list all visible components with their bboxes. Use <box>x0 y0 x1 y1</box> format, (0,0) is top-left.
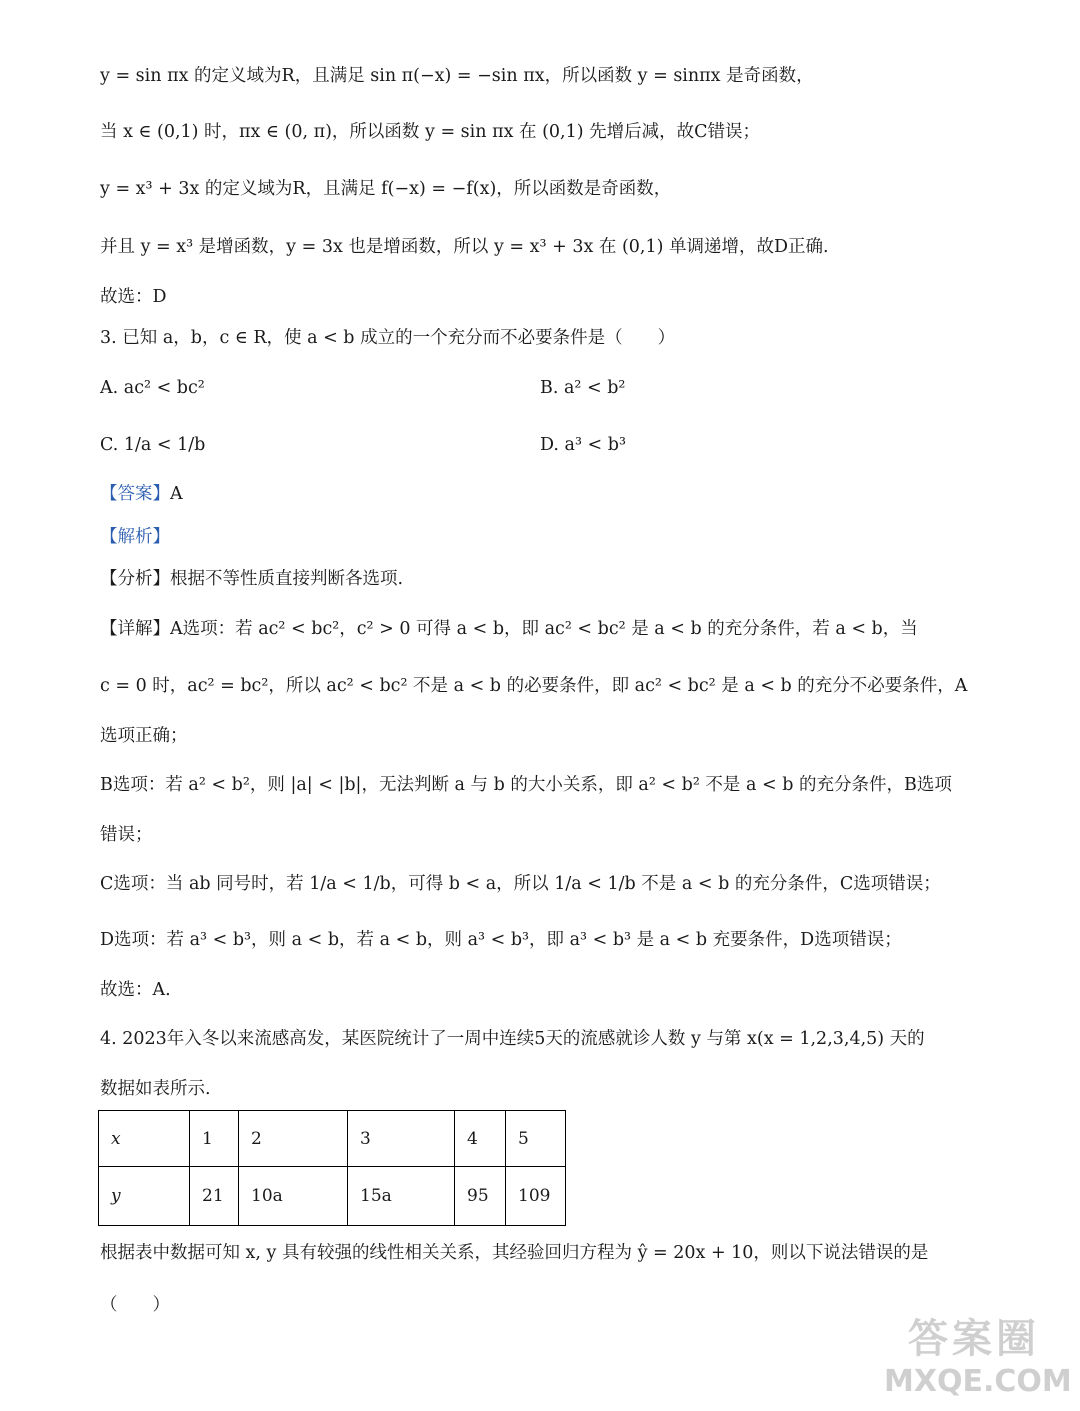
answer-value: A <box>170 484 183 504</box>
text-line-4: 并且 y = x³ 是增函数，y = 3x 也是增函数，所以 y = x³ + 3x 在 (0,1) 单调递增，故D正确. <box>100 237 829 257</box>
analysis-summary: 【分析】根据不等性质直接判断各选项. <box>100 569 404 589</box>
watermark-logo <box>884 1299 1072 1409</box>
watermark-text-bottom: MXQE.COM <box>884 1364 1072 1399</box>
table-cell: 5 <box>506 1111 566 1167</box>
text-line-2: 当 x ∈ (0,1) 时，πx ∈ (0, π)，所以函数 y = sin πx 在 (0,1) 先增后减，故C错误； <box>100 122 761 142</box>
question-4-statement: 根据表中数据可知 x, y 具有较强的线性相关关系，其经验回归方程为 ŷ = 20x + 10，则以下说法错误的是 <box>100 1243 929 1263</box>
table-cell: 109 <box>506 1167 566 1226</box>
table-cell: 21 <box>190 1167 239 1226</box>
detail-line-3: 选项正确； <box>100 726 188 746</box>
table-row <box>99 1111 566 1167</box>
option-b: B. a² < b² <box>540 378 626 398</box>
answer-line <box>100 482 183 506</box>
answer-choice-line: 故选：D <box>100 287 167 307</box>
option-d-analysis: D选项：若 a³ < b³，则 a < b，若 a < b，则 a³ < b³，即 a³ < b³ 是 a < b 充要条件，D选项错误； <box>100 930 902 950</box>
option-b-analysis: B选项：若 a² < b²，则 |a| < |b|，无法判断 a 与 b 的大小关系，即 a² < b² 不是 a < b 的充分条件，B选项 <box>100 775 952 795</box>
analysis-tag: 【解析】 <box>100 527 170 547</box>
option-c-analysis: C选项：当 ab 同号时，若 1/a < 1/b，可得 b < a，所以 1/a < 1/b 不是 a < b 的充分条件，C选项错误； <box>100 874 941 894</box>
question-4-cont: 数据如表所示. <box>100 1079 211 1099</box>
table-cell: x <box>99 1111 190 1167</box>
detail-line-2: c = 0 时，ac² = bc²，所以 ac² < bc² 不是 a < b 的必要条件，即 ac² < bc² 是 a < b 的充分不必要条件，A <box>100 676 968 696</box>
text-line-3: y = x³ + 3x 的定义域为R，且满足 f(−x) = −f(x)，所以函数是奇函数， <box>100 179 672 199</box>
table-cell: 10a <box>239 1167 348 1226</box>
option-a: A. ac² < bc² <box>100 378 205 398</box>
table-cell: y <box>99 1167 190 1226</box>
option-d: D. a³ < b³ <box>540 435 626 455</box>
table-cell: 15a <box>348 1167 455 1226</box>
table-cell: 4 <box>455 1111 506 1167</box>
watermark-text-top: 答案圈 <box>908 1316 1040 1362</box>
table-cell: 3 <box>348 1111 455 1167</box>
question-4-blank: （ ） <box>100 1295 170 1315</box>
text-line-1: y = sin πx 的定义域为R，且满足 sin π(−x) = −sin πx，所以函数 y = sinπx 是奇函数， <box>100 66 814 86</box>
table-cell: 95 <box>455 1167 506 1226</box>
question-3: 3. 已知 a，b，c ∈ R，使 a < b 成立的一个充分而不必要条件是（ ） <box>100 328 676 348</box>
answer-tag: 【答案】 <box>100 484 170 504</box>
final-answer: 故选：A. <box>100 980 171 1000</box>
table-row <box>99 1167 566 1226</box>
data-table <box>98 1110 566 1226</box>
option-c: C. 1/a < 1/b <box>100 435 206 455</box>
table-cell: 1 <box>190 1111 239 1167</box>
question-4: 4. 2023年入冬以来流感高发，某医院统计了一周中连续5天的流感就诊人数 y 与第 x(x = 1,2,3,4,5) 天的 <box>100 1029 925 1049</box>
detail-line-1: 【详解】A选项：若 ac² < bc²，c² > 0 可得 a < b，即 ac² < bc² 是 a < b 的充分条件，若 a < b，当 <box>100 619 918 639</box>
option-b-analysis-cont: 错误； <box>100 825 153 845</box>
table-cell: 2 <box>239 1111 348 1167</box>
